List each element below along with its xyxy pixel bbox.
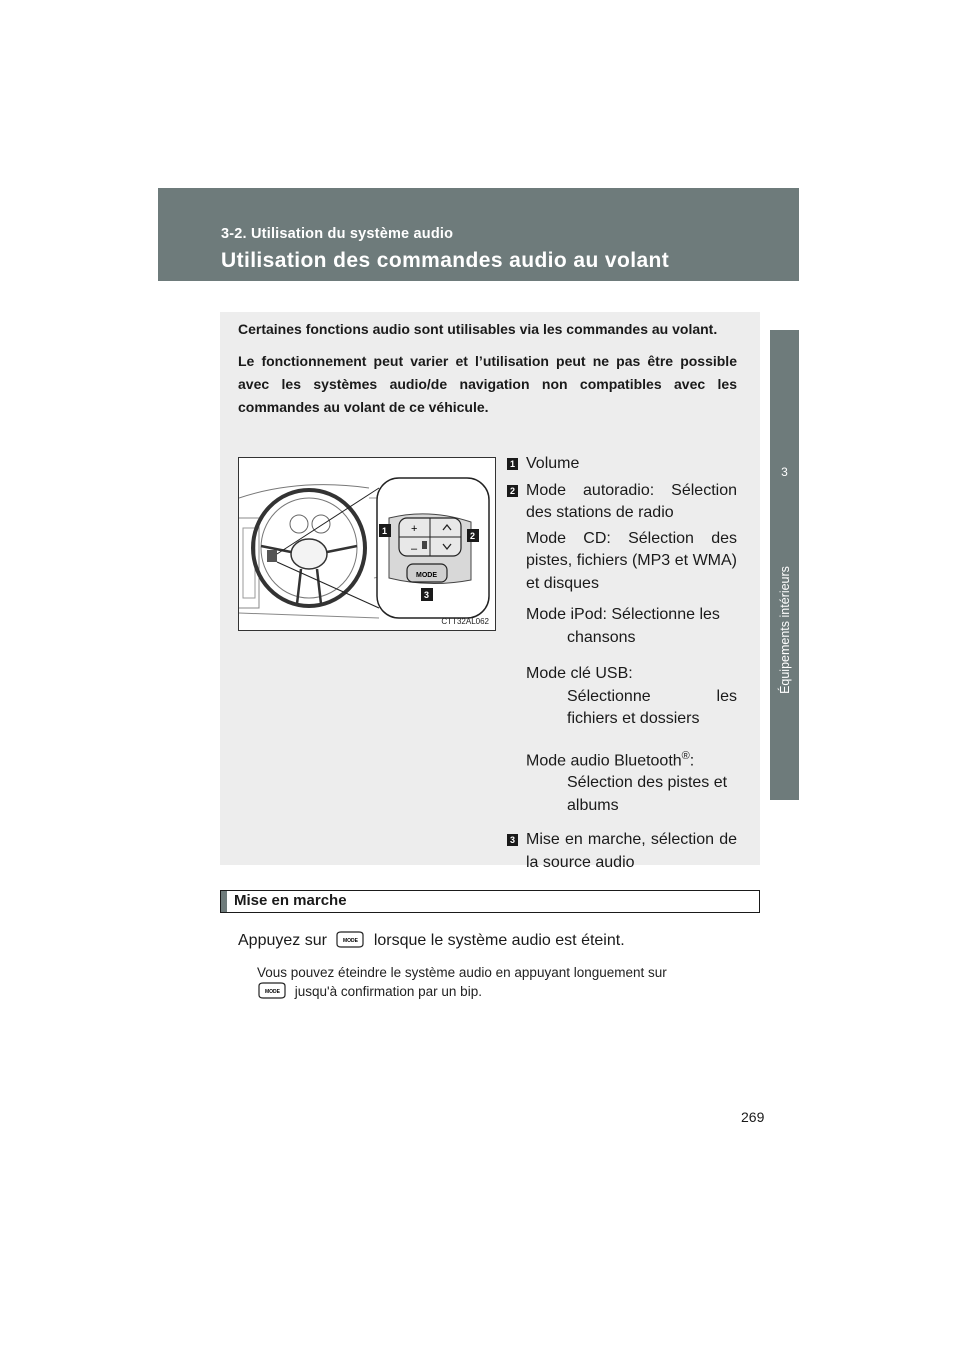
mute-icon: [422, 541, 427, 549]
steering-wheel-illustration: [238, 457, 496, 631]
svg-text:2: 2: [470, 531, 476, 541]
callout-badge-1: 1: [507, 458, 518, 470]
intro-text: [238, 318, 737, 428]
registered-mark: ®: [681, 749, 690, 762]
mode-key-icon: [335, 931, 365, 948]
steering-wheel-drawing: [239, 458, 495, 630]
section-body: Appuyez sur MODE lorsque le système audio est éteint.: [238, 932, 625, 949]
page-number: 269: [741, 1109, 765, 1125]
svg-text:1: 1: [382, 526, 388, 536]
usb-mode-word-2: les: [716, 687, 737, 705]
usb-mode-detail-line: [526, 686, 737, 709]
figure-code: CTT32AL062: [441, 617, 489, 626]
bluetooth-mode-detail: Sélection des pistes et albums: [567, 774, 728, 814]
callout-bluetooth-mode: [526, 745, 737, 818]
section-header-bar: [221, 891, 227, 912]
svg-text:MODE: MODE: [343, 938, 359, 944]
callout-item-volume: [507, 453, 737, 476]
volume-down-icon: –: [411, 543, 418, 555]
callout-text-1: Volume: [526, 455, 580, 472]
callout-cd-mode: Mode CD: Sélection des pistes, fichiers (MP3 et WMA) et disques: [526, 529, 737, 592]
callout-list: [507, 453, 737, 878]
usb-mode-word-1: Sélectionne: [567, 687, 651, 705]
chapter-side-tab: [770, 330, 799, 800]
callout-item-mode: [507, 829, 737, 874]
volume-up-icon: +: [411, 523, 418, 535]
ipod-mode-label: Mode iPod: Sélectionne les: [526, 606, 720, 623]
callout-ipod-mode: [526, 604, 737, 649]
usb-mode-detail: fichiers et dossiers: [567, 710, 700, 727]
ipod-mode-detail: chansons: [567, 628, 636, 646]
callout-text-2: Mode autoradio: Sélection des stations de radio: [526, 481, 737, 521]
chapter-label: Équipements intérieurs: [777, 566, 792, 694]
mode-switch-label: MODE: [416, 572, 437, 579]
svg-text:3: 3: [424, 590, 430, 600]
callout-badge-2: 2: [507, 485, 518, 497]
intro-paragraph-1: Certaines fonctions audio sont utilisables via les commandes au volant.: [238, 321, 718, 337]
section-header: [220, 890, 760, 913]
svg-text:MODE: MODE: [265, 989, 280, 995]
callout-item-seek: [507, 480, 737, 818]
section-title: Mise en marche: [234, 892, 347, 909]
chapter-number: 3: [781, 465, 788, 479]
bluetooth-mode-label: Mode audio Bluetooth®:: [526, 749, 695, 769]
section-note: Vous pouvez éteindre le système audio en appuyant longuement sur MODE jusqu'à confirmation par un bip.: [257, 965, 667, 999]
intro-paragraph-2: Le fonctionnement peut varier et l’utilisation peut ne pas être possible avec les systèmes audio/de navigation non compatibles avec les commandes au volant de ce véhicule.: [238, 353, 737, 415]
section-label: 3-2. Utilisation du système audio: [221, 226, 454, 242]
callout-text-3: Mise en marche, sélection de la source audio: [526, 831, 737, 871]
mode-key-icon-note: [257, 982, 287, 999]
callout-usb-mode: [526, 663, 737, 731]
page-title: Utilisation des commandes audio au volant: [221, 249, 670, 272]
usb-mode-label: Mode clé USB:: [526, 665, 633, 682]
callout-badge-3: 3: [507, 834, 518, 846]
